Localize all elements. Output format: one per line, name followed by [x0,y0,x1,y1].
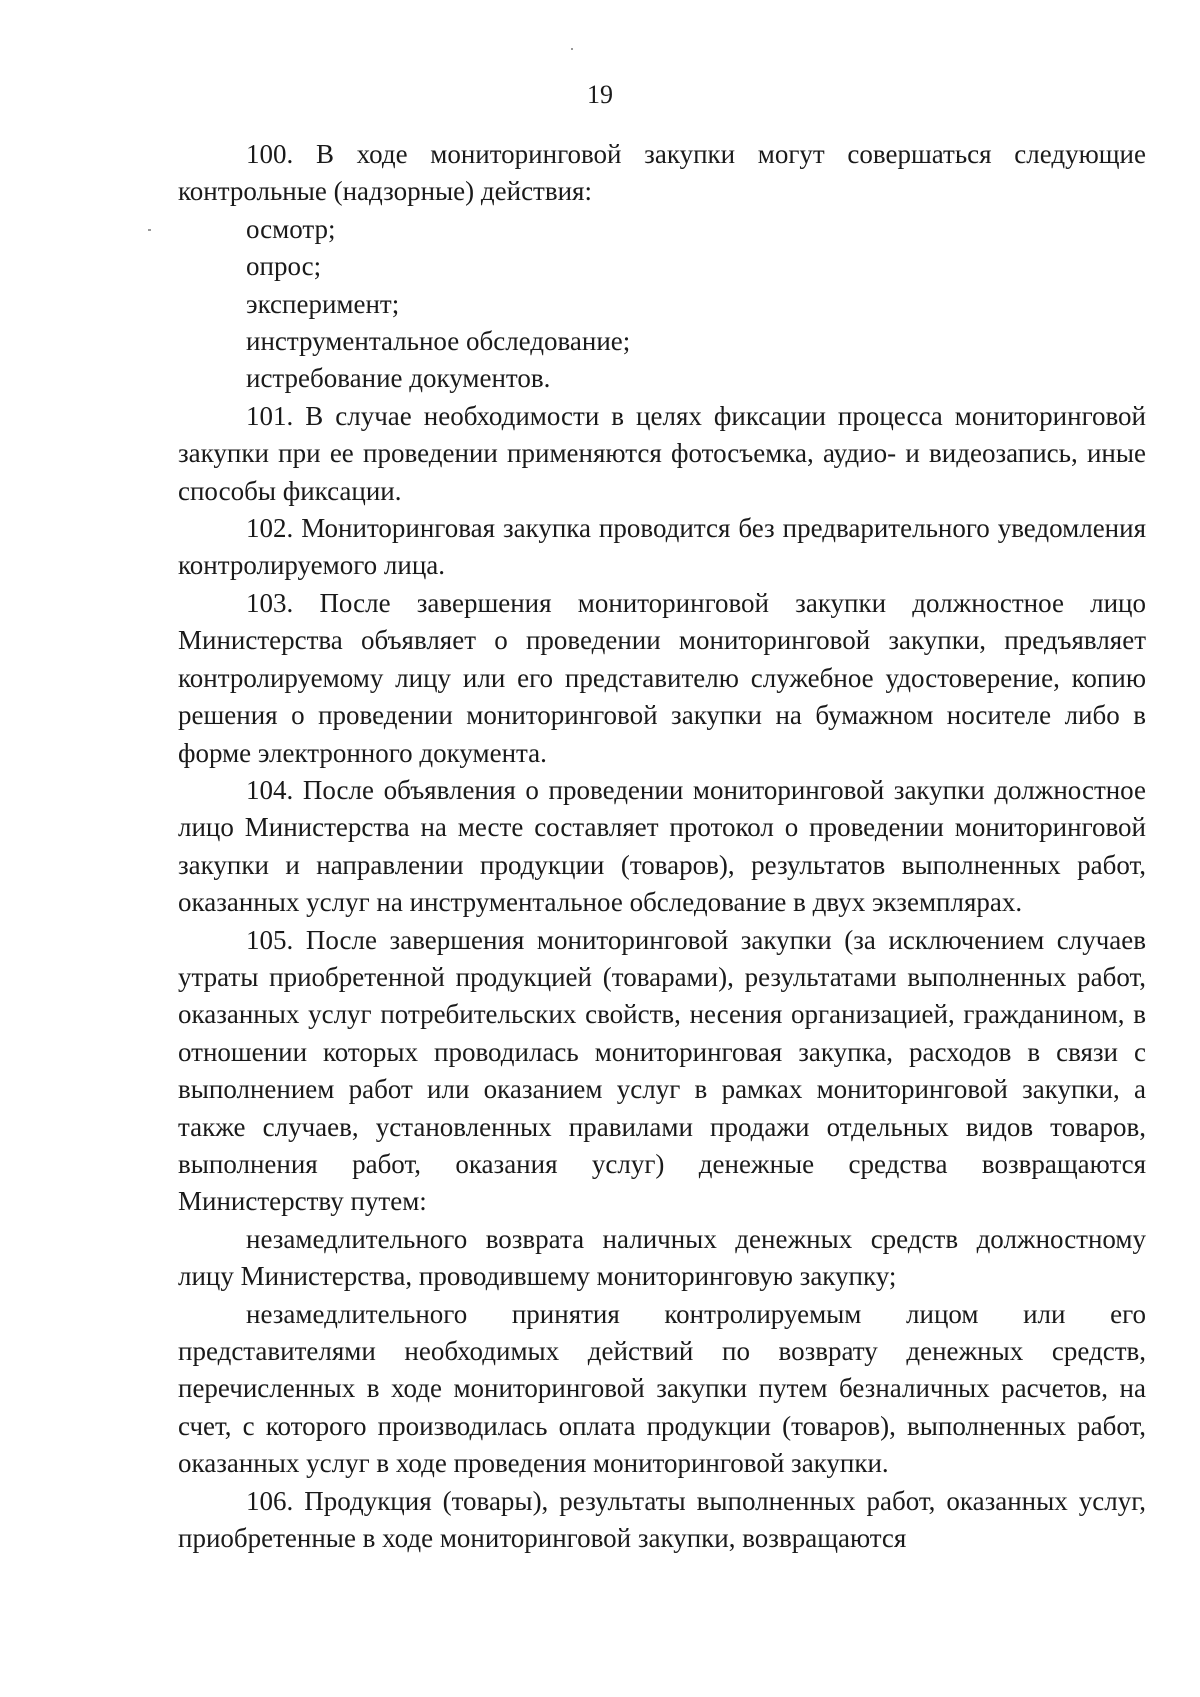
list-item-document-request: истребование документов. [246,363,551,394]
paragraph-104: 104. После объявления о проведении мониторинговой закупки должностное лицо Министерства на месте составляет протокол о проведении мониторинговой закупки и направлении продукции (товаров), результатов выполненных работ, оказанных услуг на инструментальное обследование в двух экземплярах. [178,774,1146,918]
paragraph-106: 106. Продукция (товары), результаты выполненных работ, оказанных услуг, приобретенные в ходе мониторинговой закупки, возвращаются [178,1485,1146,1554]
list-item-survey: опрос; [246,251,322,282]
scan-speck [571,48,573,50]
list-item-experiment: эксперимент; [246,288,400,319]
paragraph-100: 100. В ходе мониторинговой закупки могут совершаться следующие контрольные (надзорные) действия: [178,139,1146,207]
paragraph-105-cash-return: незамедлительного возврата наличных денежных средств должностному лицу Министерства, проводившему мониторинговую закупку; [178,1223,1146,1292]
page-number: 19 [587,80,613,109]
list-item-inspection: осмотр; [246,213,336,244]
paragraph-102: 102. Мониторинговая закупка проводится без предварительного уведомления контролируемого лица. [178,513,1146,581]
paragraph-101: 101. В случае необходимости в целях фиксации процесса мониторинговой закупки при ее проведении применяются фотосъемка, аудио- и видеозапись, иные способы фиксации. [178,400,1146,506]
list-item-instrumental-examination: инструментальное обследование; [246,326,631,357]
paragraph-105: 105. После завершения мониторинговой закупки (за исключением случаев утраты приобретенной продукцией (товарами), результатами выполненных работ, оказанных услуг потребительских свойств, несения организацией, гражданином, в отношении которых проводилась мониторинговая закупка, расходов в связи с выполнением работ или оказанием услуг в рамках мониторинговой закупки, а также случаев, установленных правилами продажи отдельных видов товаров, выполнения работ, оказания услуг) денежные средства возвращаются Министерству путем: [178,924,1146,1217]
scan-speck [148,229,151,231]
paragraph-103: 103. После завершения мониторинговой закупки должностное лицо Министерства объявляет о проведении мониторинговой закупки, предъявляет контролируемому лицу или его представителю служебное удостоверение, копию решения о проведении мониторинговой закупки на бумажном носителе либо в форме электронного документа. [178,587,1146,768]
paragraph-105-noncash-return: незамедлительного принятия контролируемым лицом или его представителями необходимых действий по возврату денежных средств, перечисленных в ходе мониторинговой закупки путем безналичных расчетов, на счет, с которого производилась оплата продукции (товаров), выполненных работ, оказанных услуг в ходе проведения мониторинговой закупки. [178,1298,1146,1479]
document-body [178,136,1146,1557]
